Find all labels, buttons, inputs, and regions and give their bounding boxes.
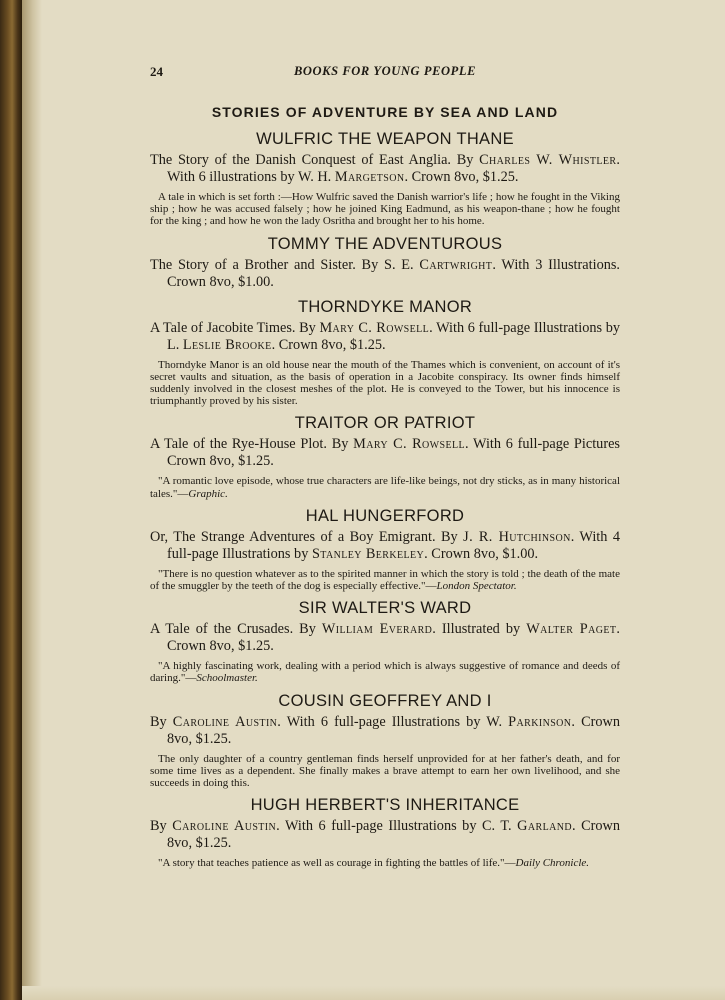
- book-entry: [150, 692, 620, 790]
- catalog-page: [150, 64, 620, 869]
- author-name: Cartwright: [419, 256, 493, 273]
- description-text: "A story that teaches patience as well as courage in fighting the battles of life."—: [158, 857, 516, 870]
- details-text: . Crown 8vo, $1.25.: [167, 818, 620, 852]
- illustrator-name: Garland: [517, 818, 572, 835]
- description-text: "A romantic love episode, whose true characters are life-like beings, not dry sticks, as in many historical tales."—: [150, 475, 620, 500]
- book-title: THORNDYKE MANOR: [297, 297, 473, 316]
- details-text: The Story of the Danish Conquest of East Anglia. By: [150, 152, 480, 168]
- book-description: [150, 191, 620, 228]
- book-description: [150, 660, 620, 684]
- book-description: [150, 359, 620, 408]
- description-text: A tale in which is set forth :—How Wulfric saved the Danish warrior's life ; how he fought in the Viking ship ; how he was accused falsely ; how he joined King Eadmund, as his weapon-thane ; how he fought for the king ; and how he won the lady Osritha and brought her to his home.: [150, 191, 620, 228]
- details-text: A Tale of Jacobite Times. By: [150, 319, 320, 336]
- details-text: By: [150, 713, 173, 730]
- details-text: . With 6 illustrations by W. H.: [167, 152, 620, 185]
- book-details: [150, 152, 620, 186]
- book-details: [150, 257, 620, 291]
- illustrator-name: Walter Paget: [526, 621, 617, 638]
- book-entry: [150, 298, 620, 408]
- illustrator-name: Leslie Brooke: [182, 336, 272, 353]
- illustrator-name: Margetson: [334, 169, 405, 185]
- details-text: . With 3 Illustrations. Crown 8vo, $1.00.: [167, 256, 621, 290]
- author-name: J. R. Hutchinson: [463, 528, 571, 545]
- details-text: . Crown 8vo, $1.25.: [167, 713, 620, 747]
- author-name: Caroline Austin: [172, 818, 277, 835]
- book-entry: [150, 235, 620, 291]
- book-details: [150, 818, 620, 852]
- book-entry: [150, 507, 620, 592]
- book-details: [150, 714, 620, 748]
- page-number: 24: [150, 64, 163, 79]
- illustrator-name: Parkinson: [508, 713, 572, 730]
- details-text: Or, The Strange Adventures of a Boy Emigrant. By: [150, 528, 464, 545]
- details-text: . With 6 full-page Illustrations by L.: [167, 319, 620, 353]
- review-source: Schoolmaster.: [196, 672, 258, 685]
- review-source: Graphic.: [188, 487, 228, 500]
- details-text: . Crown 8vo, $1.00.: [424, 545, 539, 562]
- book-details: [150, 621, 620, 655]
- book-entry: [150, 130, 620, 228]
- description-text: Thorndyke Manor is an old house near the mouth of the Thames which is convenient, on account of it's secret vaults and situation, as the basis of operation in a Jacobite conspiracy. Its owner finds himself suddenly involved in the closest meshes of the plot. He is conveyed to the Tower, but his innocence is triumphantly proved by his sister.: [150, 358, 620, 408]
- book-details: [150, 529, 620, 563]
- description-text: The only daughter of a country gentleman finds herself unprovided for at her father's death, and for some time lives as a dependent. She finally makes a brave attempt to earn her own livelihood, and she succeeds in doing this.: [150, 752, 620, 790]
- author-name: Caroline Austin: [172, 713, 278, 730]
- book-entries: [150, 130, 620, 869]
- page-bottom-edge: [22, 986, 725, 1000]
- details-text: . With 6 full-page Pictures Crown 8vo, $1.25.: [167, 436, 620, 470]
- author-name: William Everard: [321, 621, 433, 638]
- book-entry: [150, 414, 620, 499]
- details-text: A Tale of the Crusades. By: [150, 621, 322, 638]
- book-spine: [0, 0, 22, 1000]
- running-title: BOOKS FOR YOUNG PEOPLE: [293, 64, 477, 78]
- book-entry: [150, 796, 620, 869]
- details-text: . With 4 full-page Illustrations by: [167, 528, 620, 562]
- book-title: COUSIN GEOFFREY AND I: [278, 691, 492, 710]
- author-name: Mary C. Rowsell: [319, 319, 430, 336]
- details-text: . With 6 full-page Illustrations by W.: [277, 713, 509, 730]
- details-text: . Illustrated by: [432, 621, 527, 638]
- book-entry: [150, 599, 620, 684]
- details-text: . Crown 8vo, $1.25.: [271, 336, 386, 353]
- book-description: [150, 475, 620, 499]
- book-details: [150, 436, 620, 470]
- book-description: [150, 753, 620, 790]
- review-source: London Spectator.: [436, 580, 517, 593]
- details-text: A Tale of the Rye-House Plot. By: [150, 436, 354, 453]
- book-title: WULFRIC THE WEAPON THANE: [256, 130, 514, 148]
- description-text: "There is no question whatever as to the spirited manner in which the story is told ; the death of the mate of the smuggler by the teeth of the dog is especially effective."—: [150, 567, 620, 593]
- book-details: [150, 320, 620, 354]
- page-gutter: [22, 0, 42, 1000]
- review-source: Daily Chronicle.: [515, 857, 590, 870]
- details-text: By: [150, 818, 173, 835]
- author-name: Mary C. Rowsell: [353, 436, 465, 453]
- book-description: [150, 568, 620, 592]
- details-text: . Crown 8vo, $1.25.: [167, 621, 620, 655]
- details-text: . With 6 full-page Illustrations by C. T.: [276, 818, 518, 835]
- book-title: TOMMY THE ADVENTUROUS: [267, 234, 503, 253]
- book-title: HAL HUNGERFORD: [305, 506, 465, 525]
- book-title: TRAITOR OR PATRIOT: [294, 414, 476, 433]
- details-text: The Story of a Brother and Sister. By S. E.: [150, 256, 420, 273]
- author-name: Charles W. Whistler: [479, 152, 617, 168]
- book-title: HUGH HERBERT'S INHERITANCE: [250, 796, 520, 815]
- section-title: STORIES OF ADVENTURE BY SEA AND LAND: [211, 104, 559, 120]
- book-title: SIR WALTER'S WARD: [298, 599, 472, 618]
- illustrator-name: Stanley Berkeley: [311, 545, 425, 562]
- running-head: [150, 64, 620, 84]
- details-text: . Crown 8vo, $1.25.: [404, 169, 519, 185]
- description-text: "A highly fascinating work, dealing with a period which is always suggestive of romance and deeds of daring."—: [150, 660, 620, 685]
- book-description: [150, 857, 620, 869]
